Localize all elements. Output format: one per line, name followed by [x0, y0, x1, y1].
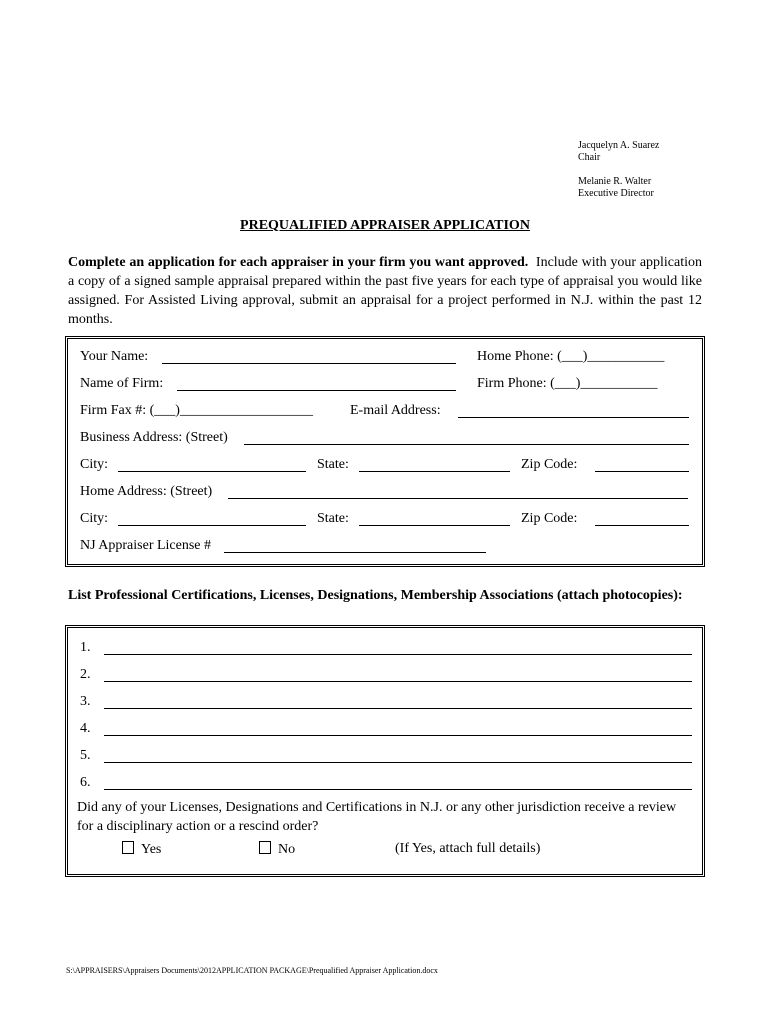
certification-number: 3. [80, 694, 91, 709]
yes-label: Yes [141, 842, 162, 857]
license-label: NJ Appraiser License # [80, 538, 212, 553]
director-name: Melanie R. Walter [578, 176, 652, 187]
business-address-label: Business Address: (Street) [80, 430, 228, 445]
chair-title: Chair [578, 152, 601, 163]
city-label-2: City: [80, 511, 109, 526]
zip-field-2[interactable] [595, 525, 689, 526]
certification-number: 5. [80, 748, 91, 763]
zip-label: Zip Code: [521, 457, 578, 472]
no-label: No [278, 842, 296, 857]
row-firm [80, 374, 690, 394]
certification-number: 1. [80, 640, 91, 655]
intro-text: Include with your application a copy of a signed sample appraisal prepared within the past five years for each type of appraisal you would like assigned. For Assisted Living approval, submit an appraisal for a project performed in N.J. within the past 12 months. [68, 255, 703, 327]
city-label: City: [80, 457, 109, 472]
city-field-2[interactable] [118, 525, 306, 526]
yes-checkbox[interactable] [122, 841, 134, 854]
email-field[interactable] [458, 417, 689, 418]
your-name-field[interactable] [162, 363, 456, 364]
home-phone-label: Home Phone: (___)___________ [477, 349, 665, 364]
certification-field[interactable] [104, 681, 692, 682]
certification-number: 2. [80, 667, 91, 682]
no-option[interactable] [259, 841, 295, 858]
zip-label-2: Zip Code: [521, 511, 578, 526]
no-checkbox[interactable] [259, 841, 271, 854]
row-city-state-zip [80, 455, 690, 475]
zip-field[interactable] [595, 471, 689, 472]
your-name-label: Your Name: [80, 349, 149, 364]
certification-number: 4. [80, 721, 91, 736]
certification-field[interactable] [104, 735, 692, 736]
certification-row [80, 665, 690, 685]
row-city-state-zip-2 [80, 509, 690, 529]
row-license [80, 536, 690, 556]
footer-path: S:\APPRAISERS\Appraisers Documents\2012APPLICATION PACKAGE\Prequalified Appraiser Application.docx [66, 966, 438, 975]
certification-field[interactable] [104, 789, 692, 790]
email-label: E-mail Address: [350, 403, 441, 418]
director-title: Executive Director [578, 188, 654, 199]
state-field-2[interactable] [359, 525, 510, 526]
row-name-phone [80, 347, 690, 367]
certification-field[interactable] [104, 762, 692, 763]
certification-row [80, 692, 690, 712]
yes-note: (If Yes, attach full details) [395, 841, 541, 856]
certification-field[interactable] [104, 654, 692, 655]
certification-row [80, 773, 690, 793]
certification-field[interactable] [104, 708, 692, 709]
city-field[interactable] [118, 471, 306, 472]
yes-option[interactable] [122, 841, 161, 858]
certification-number: 6. [80, 775, 91, 790]
row-fax-email [80, 401, 690, 421]
chair-name: Jacquelyn A. Suarez [578, 140, 660, 151]
firm-name-field[interactable] [177, 390, 456, 391]
certification-row [80, 719, 690, 739]
certifications-heading: List Professional Certifications, Licenses, Designations, Membership Associations (attach photocopies): [68, 588, 683, 603]
intro-bold: Complete an application for each appraiser in your firm you want approved. [68, 255, 529, 270]
contact-info-box [65, 336, 705, 567]
certifications-box [65, 625, 705, 877]
certification-row [80, 746, 690, 766]
disciplinary-question: Did any of your Licenses, Designations and Certifications in N.J. or any other jurisdiction receive a review for a disciplinary action or a rescind order? [77, 800, 677, 834]
home-address-field[interactable] [228, 498, 688, 499]
home-address-label: Home Address: (Street) [80, 484, 213, 499]
row-home-address [80, 482, 690, 502]
state-label: State: [317, 457, 349, 472]
business-address-field[interactable] [244, 444, 689, 445]
state-field[interactable] [359, 471, 510, 472]
firm-fax-label: Firm Fax #: (___)___________________ [80, 403, 313, 418]
intro-paragraph [68, 253, 702, 329]
certification-row [80, 638, 690, 658]
license-field[interactable] [224, 552, 486, 553]
firm-phone-label: Firm Phone: (___)___________ [477, 376, 658, 391]
firm-name-label: Name of Firm: [80, 376, 164, 391]
state-label-2: State: [317, 511, 349, 526]
row-business-address [80, 428, 690, 448]
page-title: PREQUALIFIED APPRAISER APPLICATION [240, 218, 530, 233]
